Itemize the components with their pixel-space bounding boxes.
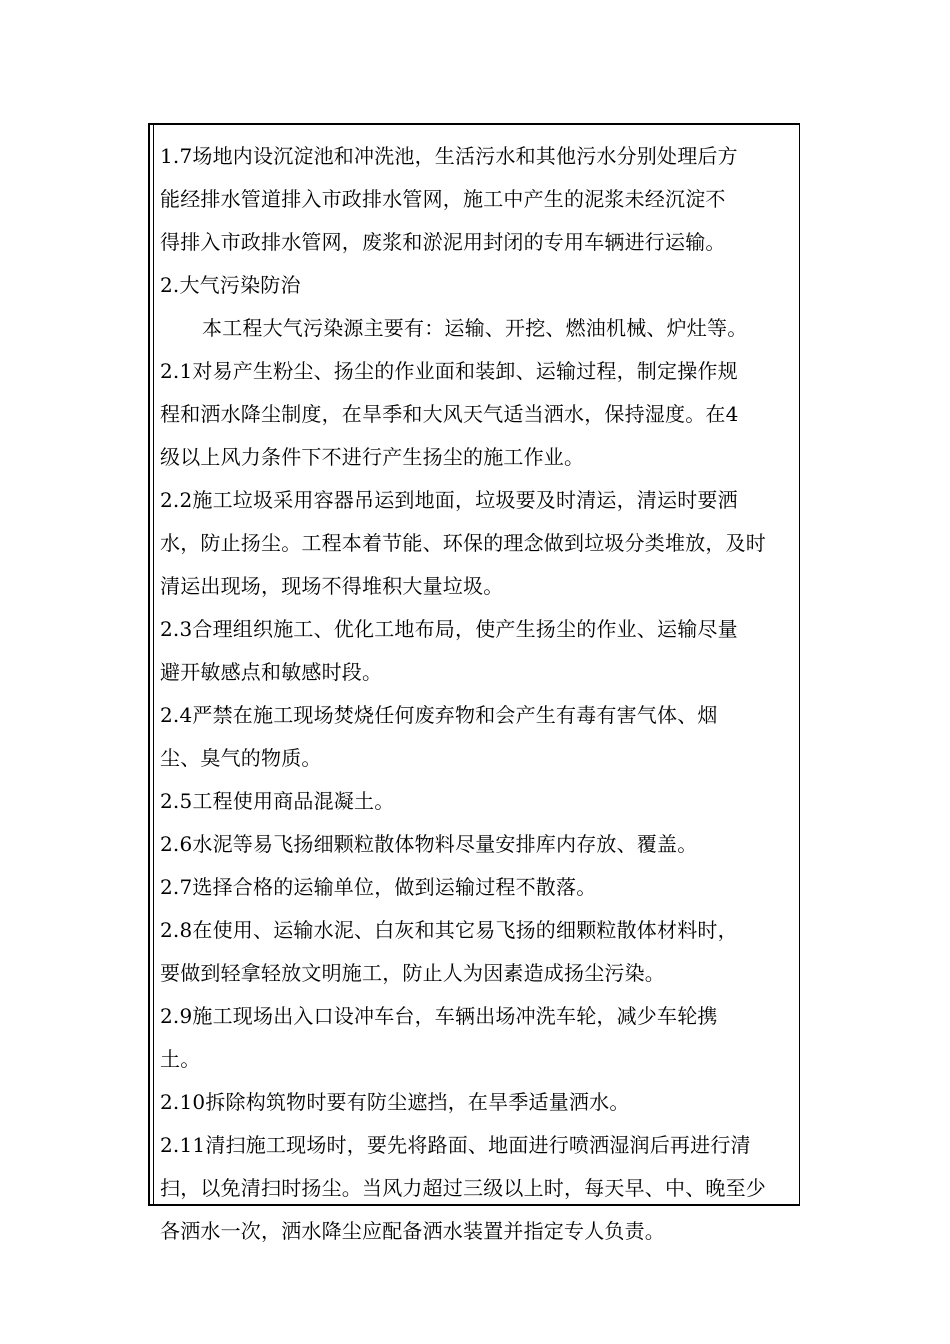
text-line: 2.4严禁在施工现场焚烧任何废弃物和会产生有毒有害气体、烟	[160, 703, 718, 727]
text-line: 避开敏感点和敏感时段。	[160, 660, 383, 684]
text-line: 程和洒水降尘制度，在旱季和大风天气适当洒水，保持湿度。在4	[160, 402, 739, 426]
text-line: 2.8在使用、运输水泥、白灰和其它易飞扬的细颗粒散体材料时，	[160, 918, 738, 942]
text-line: 2.7选择合格的运输单位，做到运输过程不散落。	[160, 875, 597, 899]
text-line: 1.7场地内设沉淀池和冲洗池，生活污水和其他污水分别处理后方	[160, 144, 738, 168]
document-body	[160, 135, 796, 1253]
document-table-cell	[148, 123, 800, 1243]
text-line: 2.9施工现场出入口设冲车台，车辆出场冲洗车轮，减少车轮携	[160, 1004, 718, 1028]
text-line: 土。	[160, 1047, 201, 1071]
text-line: 2.1对易产生粉尘、扬尘的作业面和装卸、运输过程，制定操作规	[160, 359, 738, 383]
text-line: 本工程大气污染源主要有：运输、开挖、燃油机械、炉灶等。	[202, 316, 748, 340]
text-line: 2.2施工垃圾采用容器吊运到地面，垃圾要及时清运，清运时要洒	[160, 488, 738, 512]
text-line: 能经排水管道排入市政排水管网，施工中产生的泥浆未经沉淀不	[160, 187, 726, 211]
text-line: 清运出现场，现场不得堆积大量垃圾。	[160, 574, 504, 598]
text-line: 尘、臭气的物质。	[160, 746, 322, 770]
text-line: 扫，以免清扫时扬尘。当风力超过三级以上时，每天早、中、晚至少	[160, 1176, 766, 1200]
text-line: 级以上风力条件下不进行产生扬尘的施工作业。	[160, 445, 585, 469]
text-line: 水，防止扬尘。工程本着节能、环保的理念做到垃圾分类堆放，及时	[160, 531, 766, 555]
text-line: 2.大气污染防治	[160, 273, 301, 297]
text-line: 2.3合理组织施工、优化工地布局，使产生扬尘的作业、运输尽量	[160, 617, 738, 641]
text-line: 要做到轻拿轻放文明施工，防止人为因素造成扬尘污染。	[160, 961, 665, 985]
text-line: 2.6水泥等易飞扬细颗粒散体物料尽量安排库内存放、覆盖。	[160, 832, 698, 856]
text-line: 2.11清扫施工现场时，要先将路面、地面进行喷洒湿润后再进行清	[160, 1133, 751, 1157]
text-line: 2.10拆除构筑物时要有防尘遮挡，在旱季适量洒水。	[160, 1090, 630, 1114]
text-line: 2.5工程使用商品混凝土。	[160, 789, 395, 813]
text-line: 各洒水一次，洒水降尘应配备洒水装置并指定专人负责。	[160, 1219, 665, 1243]
text-line: 得排入市政排水管网，废浆和淤泥用封闭的专用车辆进行运输。	[160, 230, 726, 254]
